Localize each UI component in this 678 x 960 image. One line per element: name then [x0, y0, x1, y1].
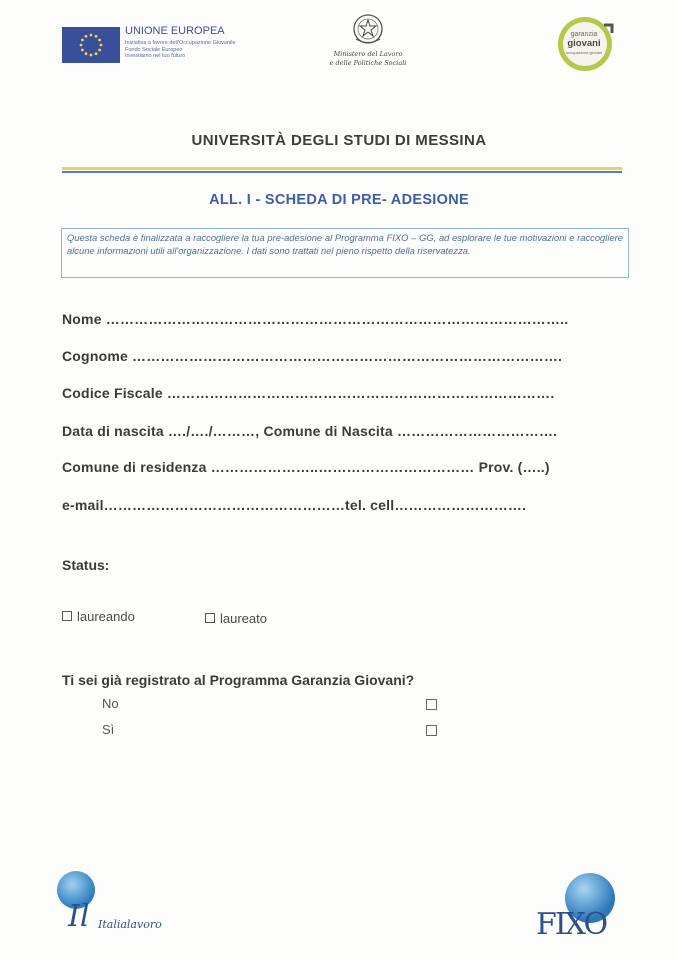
ministry-name: [318, 50, 418, 68]
italian-emblem-icon: [351, 12, 385, 46]
intro-text: Questa scheda è finalizzata a raccogliere la tua pre-adesione al Programma FIXO – GG, ad esplorare le tue motivazioni e raccogliere alcune informazioni utili all'organizzazione. I dati sono trattati nel pieno rispetto della riservatezza.: [67, 232, 623, 256]
gg-line-3: occupazione giovani: [565, 50, 603, 55]
form-title: ALL. I - SCHEDA DI PRE- ADESIONE: [209, 192, 469, 208]
garanzia-giovani-text: [560, 30, 608, 57]
option-label: laureato: [220, 611, 267, 626]
answer-no-label: No: [102, 696, 119, 711]
answer-no-checkbox[interactable]: [426, 699, 437, 710]
italia-lavoro-text: Italialavoro: [98, 918, 162, 931]
nascita-field[interactable]: Data di nascita …./…./………, Comune di Nascita …………………………….: [62, 423, 558, 439]
eu-subtitle-line: Fondo Sociale Europeo: [125, 46, 183, 53]
cognome-field[interactable]: Cognome ……………………………………………………………………………….: [62, 348, 563, 364]
university-title: UNIVERSITÀ DEGLI STUDI DI MESSINA: [191, 132, 487, 149]
residenza-field[interactable]: Comune di residenza …………………..…………………………… Prov. (…..): [62, 459, 550, 475]
status-option-laureando[interactable]: [62, 609, 135, 624]
intro-box: [61, 228, 629, 278]
answer-si-label: Sì: [102, 722, 115, 737]
italia-lavoro-logo: [52, 868, 182, 938]
svg-text:Il: Il: [68, 899, 90, 934]
nome-field[interactable]: Nome ……………………………………………………………………………………..: [62, 311, 569, 327]
divider-yellow: [62, 167, 622, 170]
status-option-laureato[interactable]: [205, 611, 267, 626]
codice-fiscale-field[interactable]: Codice Fiscale ……………………………………………………………………….: [62, 385, 555, 401]
eu-subtitle: [125, 40, 236, 60]
eu-subtitle-line: Iniziativa a favore dell'Occupazione Giovanile: [125, 40, 236, 46]
gg-line-1: garanzia: [570, 31, 598, 38]
eu-title: UNIONE EUROPEA: [125, 25, 225, 37]
checkbox-icon[interactable]: [62, 611, 72, 621]
divider-blue: [62, 171, 622, 173]
eu-subtitle-line: Investiamo nel tuo futuro: [125, 53, 186, 59]
answer-si-checkbox[interactable]: [426, 725, 437, 736]
status-label: Status:: [62, 557, 110, 573]
fixo-text: FIXO: [536, 907, 607, 940]
option-label: laureando: [77, 609, 135, 624]
checkbox-icon[interactable]: [205, 613, 215, 623]
ministry-line-2: e delle Politiche Sociali: [329, 59, 407, 67]
eu-flag-logo: [62, 27, 120, 63]
garanzia-question: Ti sei già registrato al Programma Garanzia Giovani?: [62, 672, 415, 688]
gg-line-2: giovani: [567, 38, 601, 49]
contatti-field[interactable]: e-mail……………………………………………tel. cell……………………….: [62, 497, 527, 513]
ministry-line-1: Ministero del Lavoro: [333, 50, 403, 58]
fixo-logo: [532, 868, 624, 940]
